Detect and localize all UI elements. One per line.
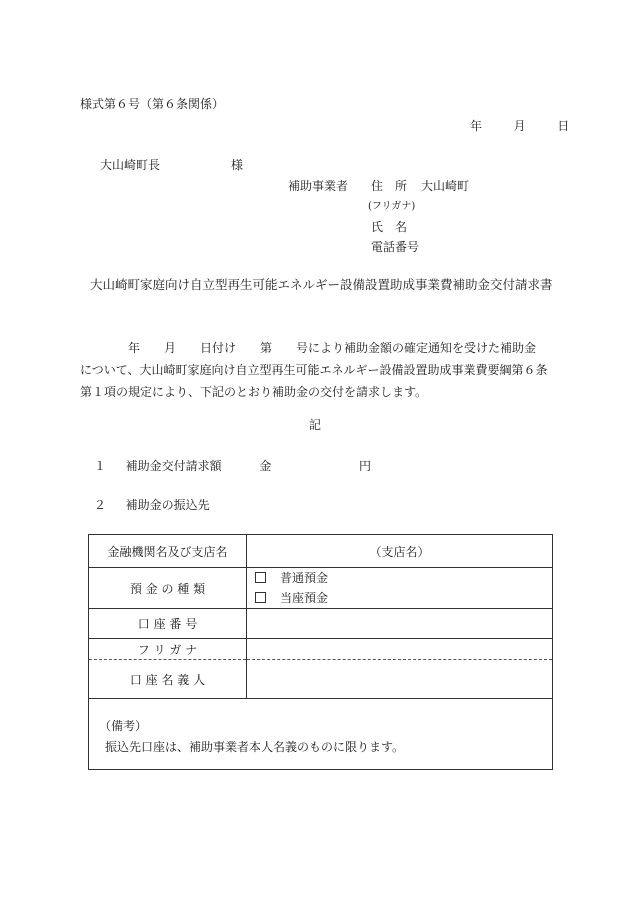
addressee-name: 大山崎町長	[100, 158, 161, 172]
item-2-label: 補助金の振込先	[125, 498, 210, 512]
table-row	[89, 535, 553, 568]
table-row	[89, 609, 553, 639]
deposit-option-current[interactable]	[247, 588, 552, 608]
address-value: 大山崎町	[421, 179, 470, 193]
applicant-role-label: 補助事業者	[288, 179, 349, 193]
account-number-label-cell: 口 座 番 号	[89, 609, 247, 639]
item-1-request-amount	[94, 458, 371, 474]
table-row	[89, 568, 553, 609]
deposit-option-ordinary[interactable]	[247, 568, 552, 588]
form-number: 様式第６号（第６条関係）	[80, 97, 225, 111]
notes-cell	[89, 699, 553, 770]
checkbox-icon[interactable]	[255, 592, 266, 603]
bank-label-cell: 金融機関名及び支店名	[89, 535, 247, 568]
furigana-field[interactable]	[247, 639, 553, 660]
item-1-prefix: 金	[259, 459, 272, 473]
note-heading: （備考）	[99, 718, 148, 733]
address-label: 住 所	[371, 179, 408, 193]
deposit-type-label-cell: 預 金 の 種 類	[89, 568, 247, 609]
checkbox-icon[interactable]	[255, 572, 266, 583]
addressee-honorific: 様	[231, 158, 244, 172]
date-year: 年	[470, 119, 483, 133]
deposit-option-label: 普通預金	[280, 571, 329, 585]
applicant-name-label: 氏 名	[371, 220, 408, 234]
ki-heading: 記	[309, 418, 322, 432]
account-holder-field[interactable]	[247, 660, 553, 699]
item-1-unit: 円	[359, 459, 372, 473]
table-row	[89, 639, 553, 660]
deposit-type-options-cell	[247, 568, 553, 609]
item-2-transfer-destination	[94, 497, 210, 513]
applicant-furigana-label: (フリガナ)	[368, 201, 416, 212]
document-title: 大山崎町家庭向け自立型再生可能エネルギー設備設置助成事業費補助金交付請求書	[90, 277, 553, 292]
date-line	[470, 118, 569, 134]
table-row	[89, 699, 553, 770]
note-text: 振込先口座は、補助事業者本人名義のものに限ります。	[105, 739, 405, 754]
date-day: 日	[557, 119, 570, 133]
body-line-3: 第１項の規定により、下記のとおり補助金の交付を請求します。	[80, 385, 428, 399]
table-row	[89, 660, 553, 699]
deposit-option-label: 当座預金	[280, 591, 329, 605]
branch-cell[interactable]	[247, 535, 553, 568]
account-number-field[interactable]	[247, 609, 553, 639]
branch-label: （支店名）	[369, 544, 430, 559]
applicant-phone-label: 電話番号	[371, 240, 420, 254]
item-1-number: １	[94, 459, 107, 473]
body-line-2: について、大山崎町家庭向け自立型再生可能エネルギー設備設置助成事業費要綱第６条	[80, 363, 548, 377]
body-line-1: 年 月 日付け 第 号により補助金額の確定通知を受けた補助金	[80, 341, 537, 355]
date-month: 月	[513, 119, 526, 133]
furigana-label-cell: フ リ ガ ナ	[89, 639, 247, 660]
body-paragraph	[80, 337, 555, 403]
item-1-label: 補助金交付請求額	[125, 459, 222, 473]
item-2-number: ２	[94, 498, 107, 512]
bank-transfer-table	[88, 534, 553, 770]
account-holder-label-cell: 口 座 名 義 人	[89, 660, 247, 699]
